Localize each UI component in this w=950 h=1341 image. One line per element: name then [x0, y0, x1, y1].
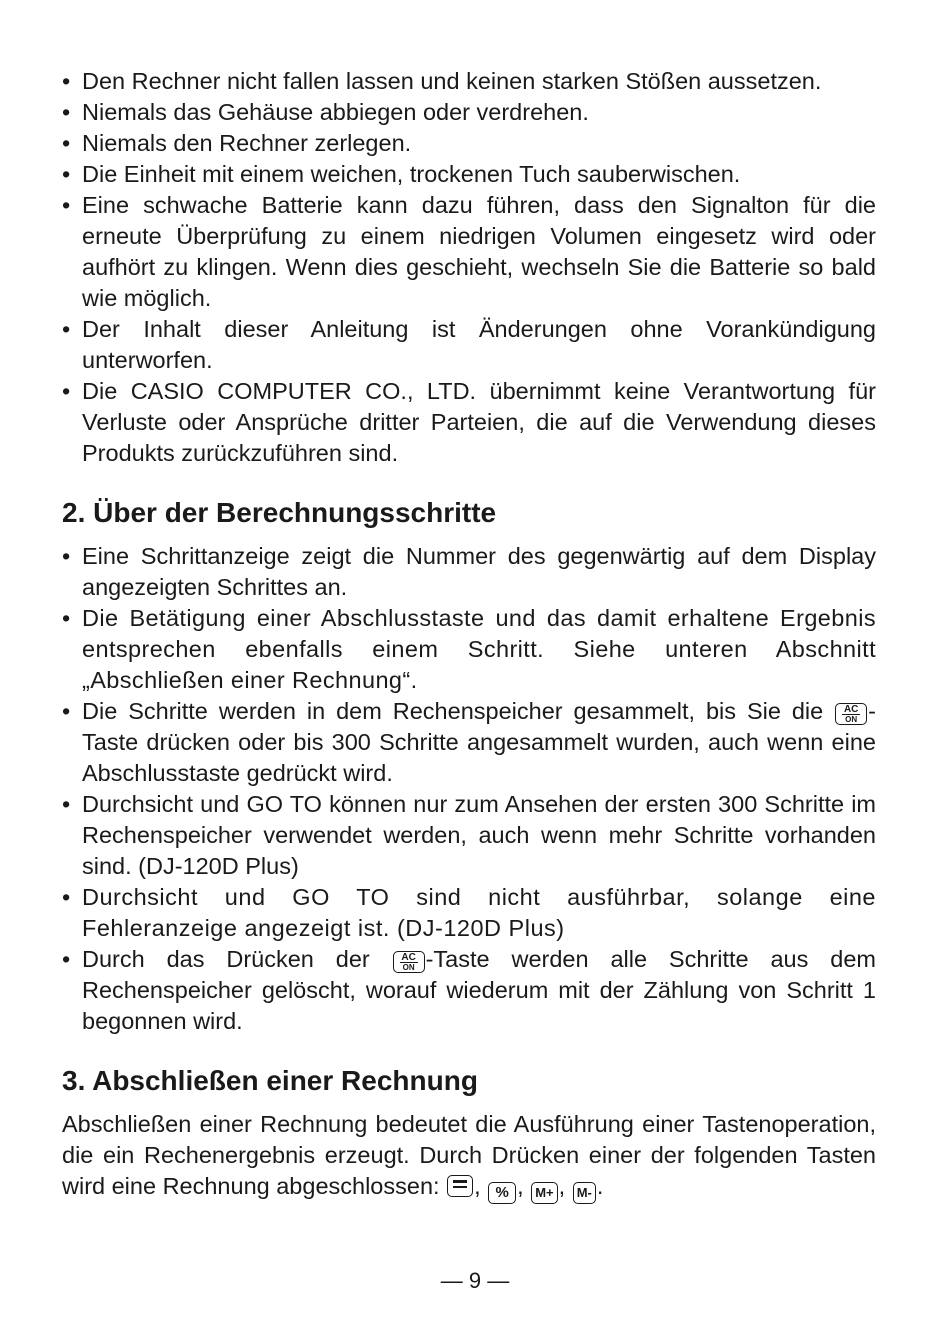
percent-key-icon: % — [488, 1182, 516, 1204]
bullet: • — [62, 543, 71, 569]
bullet: • — [62, 884, 71, 910]
list-item: • Die CASIO COMPUTER CO., LTD. übernimmt keine Verantwortung für Verluste oder Ansprüche dritter Parteien, die auf die Verwendung dieses Produkts zurückzuführen sind. — [62, 378, 876, 466]
ac-on-key-icon: AC ON — [393, 951, 425, 973]
bullet: • — [62, 316, 71, 342]
bullet: • — [62, 99, 71, 125]
list-item: • Niemals den Rechner zerlegen. — [62, 128, 876, 159]
section-2-heading: 2. Über der Berechnungsschritte — [62, 497, 497, 528]
bullet: • — [62, 130, 71, 156]
section-3-paragraph: Abschließen einer Rechnung bedeutet die Ausführung einer Tastenoperation, die ein Rechenergebnis erzeugt. Durch Drücken einer der folgenden Tasten wird eine Rechnung abgeschlossen: , % , M+ , M- . — [62, 1109, 876, 1204]
intro-list — [62, 66, 876, 469]
list-item: • Die Schritte werden in dem Rechenspeicher gesammelt, bis Sie die AC ON -Taste drücken oder bis 300 Schritte angesammelt wurden, auch wenn eine Abschlusstaste gedrückt wird. — [62, 698, 876, 786]
list-item: • Die Betätigung einer Abschlusstaste und das damit erhaltene Ergebnis entsprechen ebenfalls einem Schritt. Siehe unteren Abschnitt „Abschließen einer Rechnung“. — [62, 605, 876, 693]
section-2-list — [62, 541, 876, 1037]
bullet: • — [62, 605, 71, 631]
bullet: • — [62, 161, 71, 187]
m-minus-key-icon: M- — [573, 1182, 596, 1204]
equals-key-icon — [447, 1175, 473, 1197]
m-plus-key-icon: M+ — [531, 1182, 557, 1204]
page-number: — 9 — — [440, 1268, 510, 1293]
list-item: • Der Inhalt dieser Anleitung ist Änderungen ohne Vorankündigung unterworfen. — [62, 316, 876, 373]
list-item: • Den Rechner nicht fallen lassen und keinen starken Stößen aussetzen. — [62, 66, 876, 97]
ac-on-key-icon: AC ON — [835, 703, 867, 725]
bullet: • — [62, 378, 71, 404]
list-item: • Eine schwache Batterie kann dazu führen, dass den Signalton für die erneute Überprüfung zu einem niedrigen Volumen eingesetz wird oder aufhört zu klingen. Wenn dies geschieht, wechseln Sie die Batterie so bald wie möglich. — [62, 192, 876, 311]
list-item: • Niemals das Gehäuse abbiegen oder verdrehen. — [62, 97, 876, 128]
bullet: • — [62, 698, 71, 724]
list-item: • Die Einheit mit einem weichen, trockenen Tuch sauberwischen. — [62, 159, 876, 190]
bullet: • — [62, 192, 71, 218]
page-content — [62, 66, 876, 1204]
list-item: • Durchsicht und GO TO sind nicht ausführbar, solange eine Fehleranzeige angezeigt ist. (DJ-120D Plus) — [62, 884, 876, 941]
list-item: • Durchsicht und GO TO können nur zum Ansehen der ersten 300 Schritte im Rechenspeicher verwendet werden, auch wenn mehr Schritte vorhanden sind. (DJ-120D Plus) — [62, 791, 876, 879]
section-3-heading: 3. Abschließen einer Rechnung — [62, 1065, 478, 1096]
list-item: • Eine Schrittanzeige zeigt die Nummer des gegenwärtig auf dem Display angezeigten Schrittes an. — [62, 543, 876, 600]
bullet: • — [62, 68, 71, 94]
bullet: • — [62, 946, 71, 972]
list-item: • Durch das Drücken der AC ON -Taste werden alle Schritte aus dem Rechenspeicher gelöscht, worauf wiederum mit der Zählung von Schritt 1 begonnen wird. — [62, 946, 876, 1034]
bullet: • — [62, 791, 71, 817]
